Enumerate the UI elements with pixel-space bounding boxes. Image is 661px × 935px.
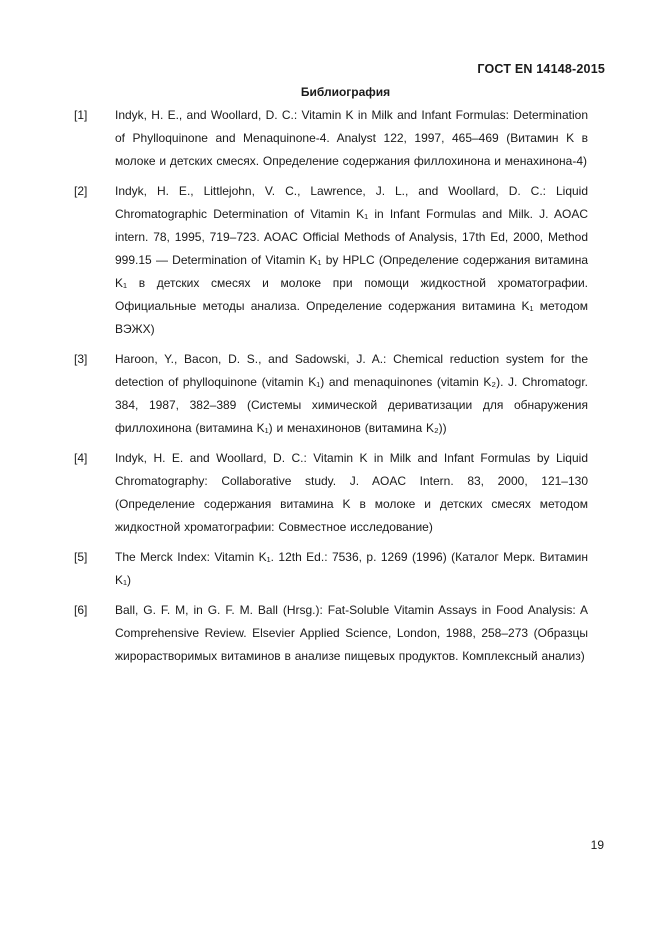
- reference-list: [74, 104, 588, 675]
- reference-text: Indyk, H. E., and Woollard, D. C.: Vitamin K in Milk and Infant Formulas: Determination of Phylloquinone and Menaquinone-4. Analyst 122, 1997, 465–469 (Витамин K в молоке и детских смесях. Определение содержания филлохинона и менахинона-4): [115, 108, 588, 168]
- document-code: ГОСТ EN 14148-2015: [477, 62, 605, 76]
- reference-item-6: [74, 599, 588, 668]
- page-number: 19: [590, 838, 604, 852]
- reference-text: Indyk, H. E., Littlejohn, V. C., Lawrence, J. L., and Woollard, D. C.: Liquid Chromatographic Determination of Vitamin K₁ in Infant Formulas and Milk. J. AOAC intern. 78, 1995, 719–723. AOAC Official Methods of Analysis, 17th Ed, 2000, Method 999.15 — Determination of Vitamin K₁ by HPLC (Определение содержания витамина K₁ в детских смесях и молоке при помощи жидкостной хроматографии. Официальные методы анализа. Определение содержания витамина K₁ методом ВЭЖХ): [115, 184, 588, 336]
- reference-item-1: [74, 104, 588, 173]
- reference-item-3: [74, 348, 588, 440]
- reference-number: [2]: [74, 184, 88, 198]
- reference-text: The Merck Index: Vitamin K₁. 12th Ed.: 7536, p. 1269 (1996) (Каталог Мерк. Витамин K₁): [115, 550, 588, 587]
- reference-text: Haroon, Y., Bacon, D. S., and Sadowski, J. A.: Chemical reduction system for the detection of phylloquinone (vitamin K₁) and menaquinones (vitamin K₂). J. Chromatogr. 384, 1987, 382–389 (Системы химической дериватизации для обнаружения филлохинона (витамина K₁) и менахинонов (витамина K₂)): [115, 352, 588, 435]
- bibliography-title: Библиография: [300, 85, 391, 99]
- reference-item-2: [74, 180, 588, 341]
- reference-text: Ball, G. F. M, in G. F. M. Ball (Hrsg.): Fat-Soluble Vitamin Assays in Food Analysis: A Comprehensive Review. Elsevier Applied Science, London, 1988, 258–273 (Образцы жирорастворимых витаминов в анализе пищевых продуктов. Комплексный анализ): [115, 603, 588, 663]
- reference-number: [3]: [74, 352, 88, 366]
- reference-text: Indyk, H. E. and Woollard, D. C.: Vitamin K in Milk and Infant Formulas by Liquid Chromatography: Collaborative study. J. AOAC Intern. 83, 2000, 121–130 (Определение содержания витамина K в молоке и детских смесях методом жидкостной хроматографии: Совместное исследование): [115, 451, 588, 534]
- reference-number: [1]: [74, 108, 88, 122]
- reference-number: [6]: [74, 603, 88, 617]
- reference-number: [4]: [74, 451, 88, 465]
- reference-item-4: [74, 447, 588, 539]
- reference-number: [5]: [74, 550, 88, 564]
- reference-item-5: [74, 546, 588, 592]
